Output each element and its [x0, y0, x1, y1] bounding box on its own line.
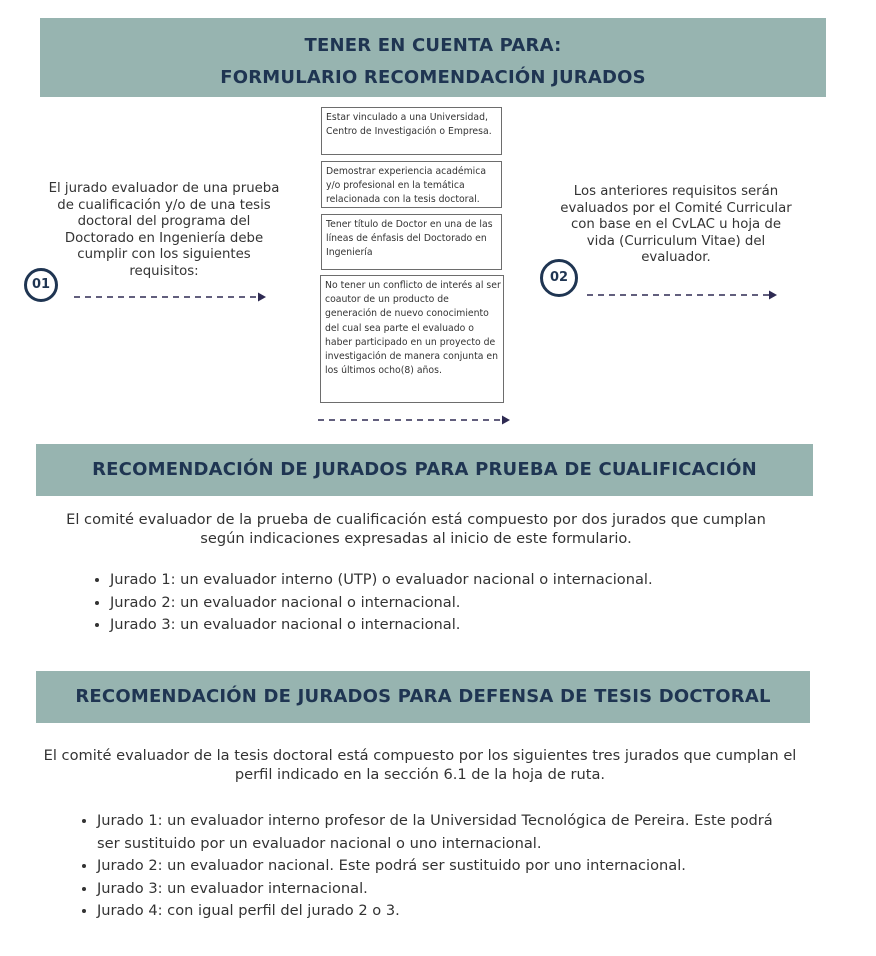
cualificacion-intro: El comité evaluador de la prueba de cualificación está compuesto por dos jurados que cumplan según indicaciones expresadas al inicio de este formulario. — [66, 511, 766, 547]
list-item: • Jurado 2: un evaluador nacional. Este podrá ser sustituido por uno internacional. — [97, 855, 797, 878]
step2-number-badge: 02 — [540, 259, 578, 297]
header-line-1: TENER EN CUENTA PARA: — [304, 35, 562, 56]
list-item: • Jurado 4: con igual perfil del jurado 2 o 3. — [97, 900, 797, 923]
tesis-intro: El comité evaluador de la tesis doctoral está compuesto por los siguientes tres jurados que cumplan el perfil indicado en la sección 6.1 de la hoja de ruta. — [43, 747, 797, 783]
dashed-arrow-right-icon — [587, 289, 781, 301]
dashed-arrow-right-icon — [318, 414, 514, 426]
list-item: • Jurado 3: un evaluador nacional o internacional. — [110, 614, 810, 637]
section-title-cualificacion: RECOMENDACIÓN DE JURADOS PARA PRUEBA DE CUALIFICACIÓN — [36, 444, 813, 496]
requirement-box: Tener título de Doctor en una de las líneas de énfasis del Doctorado en Ingeniería — [321, 214, 502, 270]
header-line-2: FORMULARIO RECOMENDACIÓN JURADOS — [220, 67, 646, 88]
list-item: • Jurado 3: un evaluador internacional. — [97, 878, 797, 901]
step2-text: Los anteriores requisitos serán evaluados por el Comité Curricular con base en el CvLAC u hoja de vida (Curriculum Vitae) del evaluador. — [560, 184, 792, 265]
list-item: • Jurado 2: un evaluador nacional o internacional. — [110, 592, 810, 615]
tesis-jurados-list — [79, 810, 797, 923]
list-item: • Jurado 1: un evaluador interno (UTP) o evaluador nacional o internacional. — [110, 569, 810, 592]
step1-number-badge: 01 — [24, 268, 58, 302]
list-item: • Jurado 1: un evaluador interno profesor de la Universidad Tecnológica de Pereira. Este podrá ser sustituido por un evaluador nacional o uno internacional. — [97, 810, 797, 855]
dashed-arrow-right-icon — [74, 291, 268, 303]
requirement-box: No tener un conflicto de interés al ser coautor de un producto de generación de nuevo conocimiento del cual sea parte el evaluado o haber participado en un proyecto de investigación de manera conjunta en los últimos ocho(8) años. — [320, 275, 504, 403]
header-banner — [40, 18, 826, 97]
requirement-box: Estar vinculado a una Universidad, Centro de Investigación o Empresa. — [321, 107, 502, 155]
section-title-tesis: RECOMENDACIÓN DE JURADOS PARA DEFENSA DE TESIS DOCTORAL — [36, 671, 810, 723]
step1-text: El jurado evaluador de una prueba de cualificación y/o de una tesis doctoral del programa del Doctorado en Ingeniería debe cumplir con los siguientes requisitos: — [48, 181, 280, 279]
cualificacion-jurados-list — [92, 569, 810, 637]
requirement-box: Demostrar experiencia académica y/o profesional en la temática relacionada con la tesis doctoral. — [321, 161, 502, 208]
